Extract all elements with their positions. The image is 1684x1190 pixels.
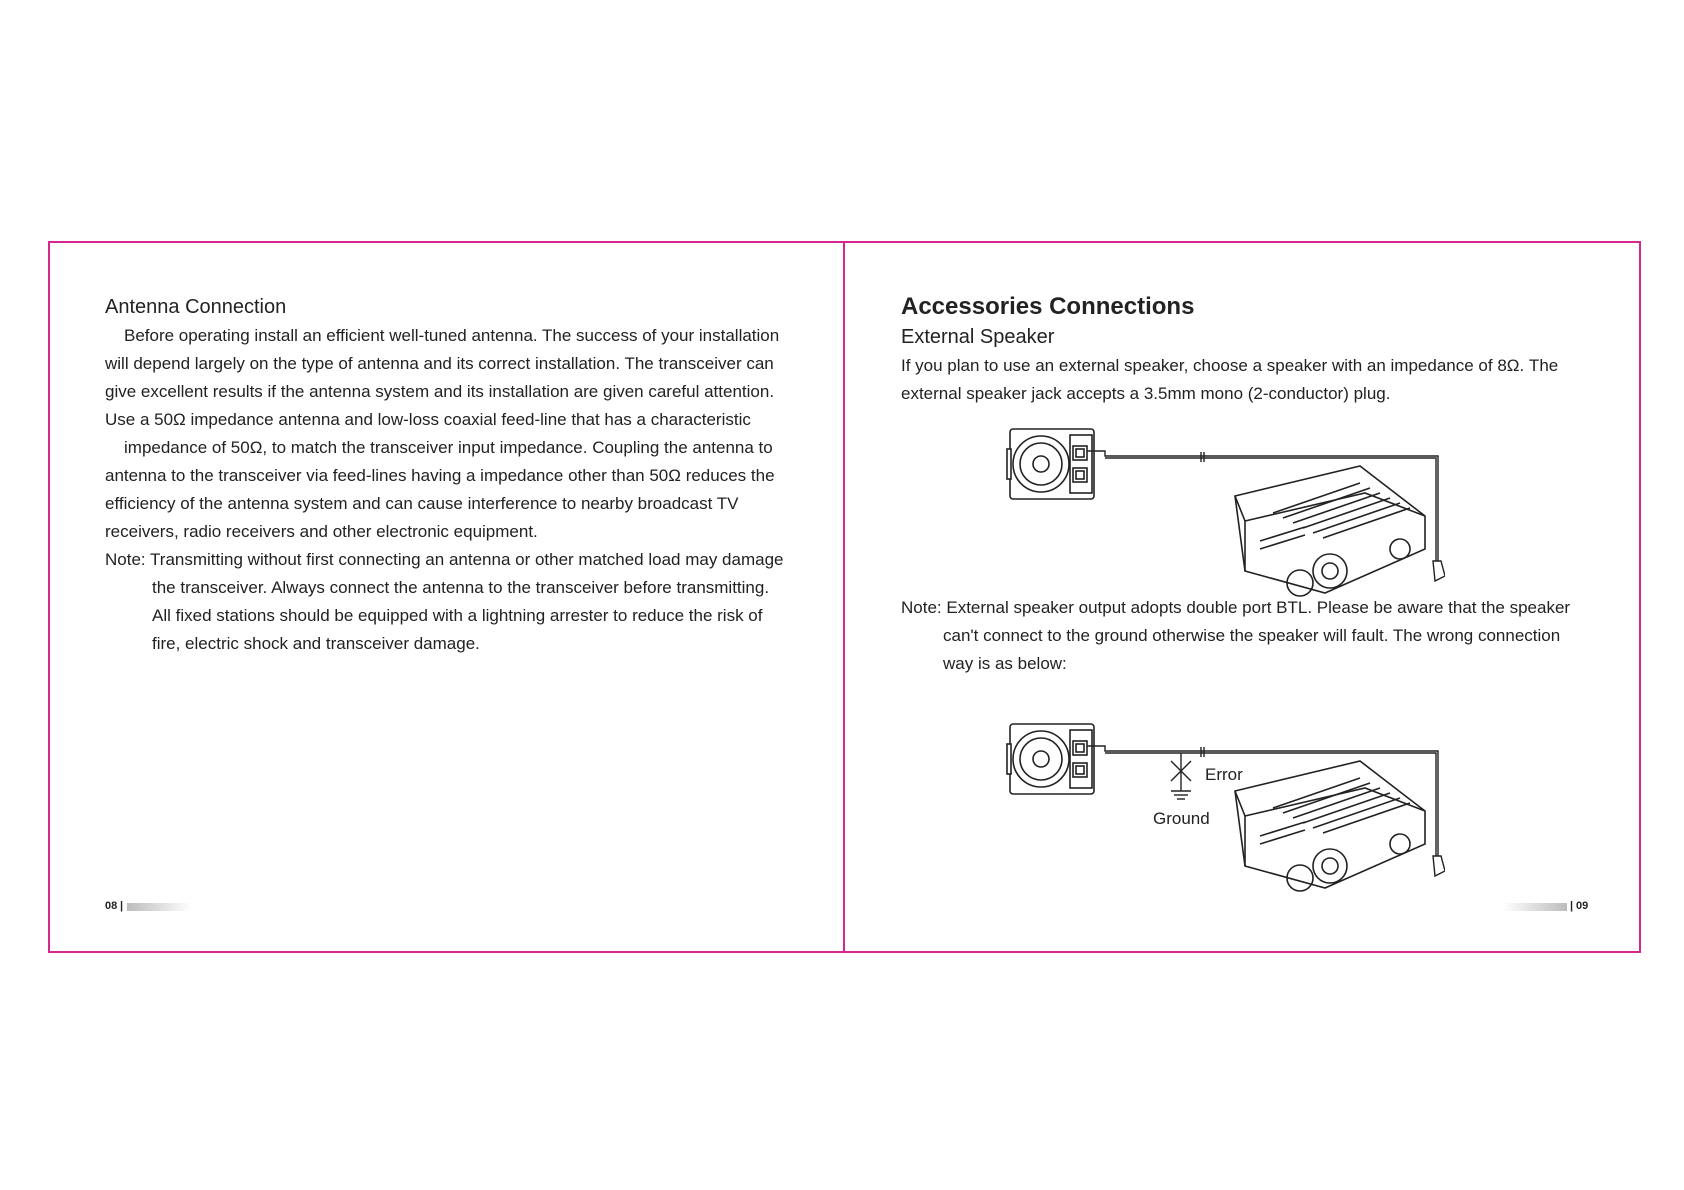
note-line: Note: Transmitting without first connecting an antenna or other matched load may damage [105, 550, 784, 569]
page-number-separator: | [120, 900, 124, 912]
note-line: All fixed stations should be equipped with a lightning arrester to reduce the risk of [152, 606, 763, 625]
error-label: Error [1205, 765, 1243, 784]
right-page [845, 241, 1639, 953]
paragraph-line: impedance of 50Ω, to match the transceiver input impedance. Coupling the antenna to [124, 438, 773, 457]
ground-label: Ground [1153, 809, 1210, 828]
paragraph-line: give excellent results if the antenna system and its installation are given careful attention. [105, 382, 775, 401]
note-line: Note: External speaker output adopts double port BTL. Please be aware that the speaker [901, 598, 1571, 617]
transceiver-radio-icon [1235, 466, 1425, 596]
speaker-connection-diagram [1005, 421, 1445, 606]
note-line: can't connect to the ground otherwise the speaker will fault. The wrong connection [943, 626, 1561, 645]
note-line: fire, electric shock and transceiver damage. [152, 634, 480, 653]
left-page [50, 241, 843, 953]
external-speaker-subtitle: External Speaker [901, 326, 1055, 348]
paragraph-line: antenna to the transceiver via feed-lines having a impedance other than 50Ω reduces the [105, 466, 775, 485]
antenna-connection-heading: Antenna Connection [105, 296, 287, 318]
paragraph-line: will depend largely on the type of antenna and its correct installation. The transceiver can [105, 354, 774, 373]
paragraph-line: Before operating install an efficient well-tuned antenna. The success of your installation [124, 326, 780, 345]
accessories-connections-title: Accessories Connections [901, 293, 1195, 320]
page-number-right: 09 [1576, 900, 1589, 912]
intro-line: If you plan to use an external speaker, choose a speaker with an impedance of 8Ω. The [901, 356, 1559, 375]
wrong-connection-diagram [1005, 716, 1445, 901]
external-speaker-icon [1007, 724, 1094, 794]
external-speaker-icon [1007, 429, 1094, 499]
ground-symbol-icon [1171, 753, 1191, 799]
paragraph-line: receivers, radio receivers and other electronic equipment. [105, 522, 538, 541]
intro-line: external speaker jack accepts a 3.5mm mono (2-conductor) plug. [901, 384, 1391, 403]
page-number-bar [127, 903, 191, 911]
page-number-bar [1503, 903, 1567, 911]
transceiver-radio-icon [1235, 761, 1425, 891]
note-line: the transceiver. Always connect the antenna to the transceiver before transmitting. [152, 578, 770, 597]
paragraph-line: efficiency of the antenna system and can cause interference to nearby broadcast TV [105, 494, 739, 513]
page-number-left: 08 [105, 900, 118, 912]
paragraph-line: Use a 50Ω impedance antenna and low-loss coaxial feed-line that has a characteristic [105, 410, 751, 429]
page-number-separator: | [1570, 900, 1574, 912]
note-line: way is as below: [943, 654, 1067, 673]
